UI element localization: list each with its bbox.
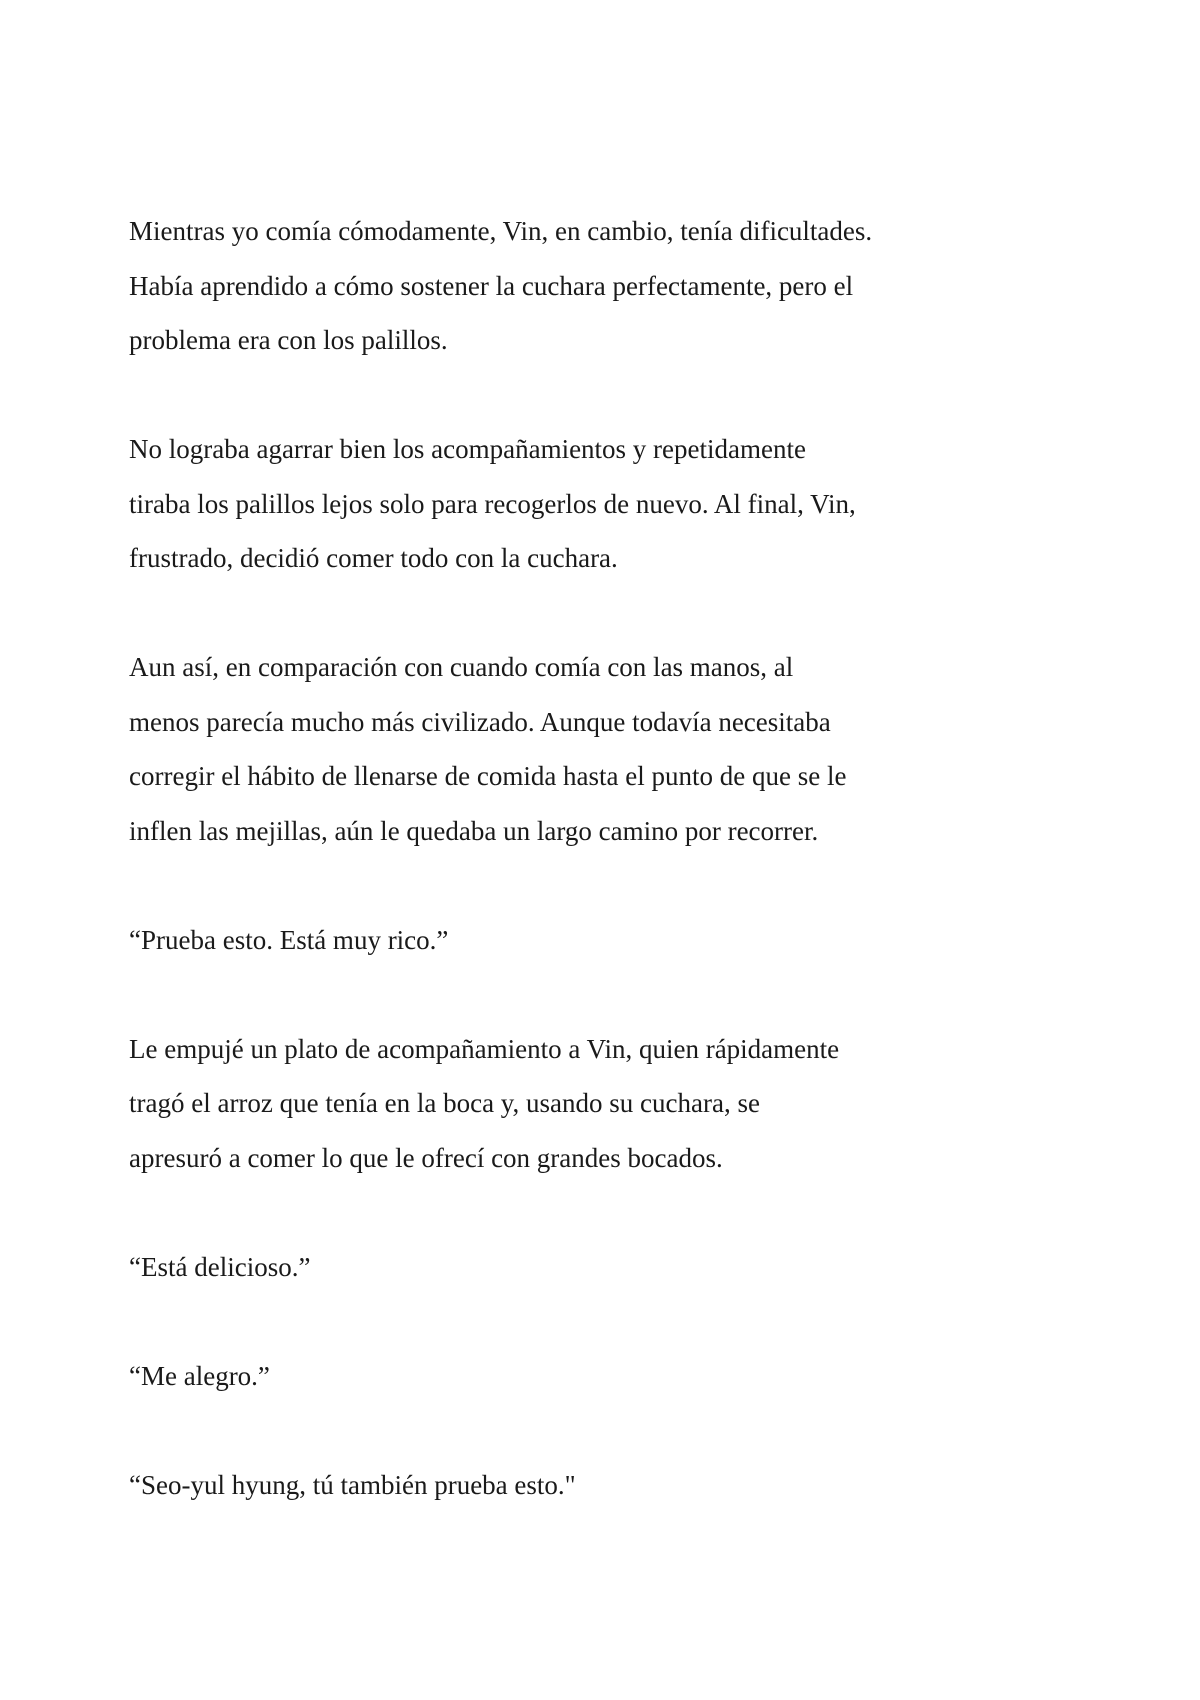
paragraph [129, 422, 1140, 586]
text-line: Le empujé un plato de acompañamiento a Vin, quien rápidamente [129, 1033, 840, 1064]
text-line: “Seo-yul hyung, tú también prueba esto." [129, 1469, 576, 1500]
text-line: “Está delicioso.” [129, 1251, 311, 1282]
text-line: Aun así, en comparación con cuando comía con las manos, al [129, 652, 794, 682]
text-line: Había aprendido a cómo sostener la cuchara perfectamente, pero el [129, 270, 854, 301]
text-line: problema era con los palillos. [129, 325, 448, 355]
text-line: Mientras yo comía cómodamente, Vin, en cambio, tenía dificultades. [129, 216, 873, 246]
dialogue-line [129, 1349, 1140, 1404]
document-body [129, 204, 1140, 1567]
text-line: menos parecía mucho más civilizado. Aunque todavía necesitaba [129, 706, 831, 737]
dialogue-line [129, 913, 1140, 968]
text-line: tragó el arroz que tenía en la boca y, usando su cuchara, se [129, 1088, 760, 1118]
dialogue-line [129, 1240, 1140, 1295]
text-line: corregir el hábito de llenarse de comida hasta el punto de que se le [129, 761, 847, 791]
paragraph [129, 1022, 1140, 1186]
paragraph [129, 640, 1140, 858]
text-line: inflen las mejillas, aún le quedaba un largo camino por recorrer. [129, 815, 819, 846]
paragraph [129, 204, 1140, 368]
text-line: apresuró a comer lo que le ofrecí con grandes bocados. [129, 1142, 723, 1173]
text-line: frustrado, decidió comer todo con la cuchara. [129, 543, 618, 573]
text-line: No lograba agarrar bien los acompañamientos y repetidamente [129, 434, 806, 464]
text-line: “Prueba esto. Está muy rico.” [129, 924, 449, 955]
dialogue-line [129, 1458, 1140, 1513]
text-line: “Me alegro.” [129, 1360, 270, 1391]
text-line: tiraba los palillos lejos solo para recogerlos de nuevo. Al final, Vin, [129, 488, 856, 519]
